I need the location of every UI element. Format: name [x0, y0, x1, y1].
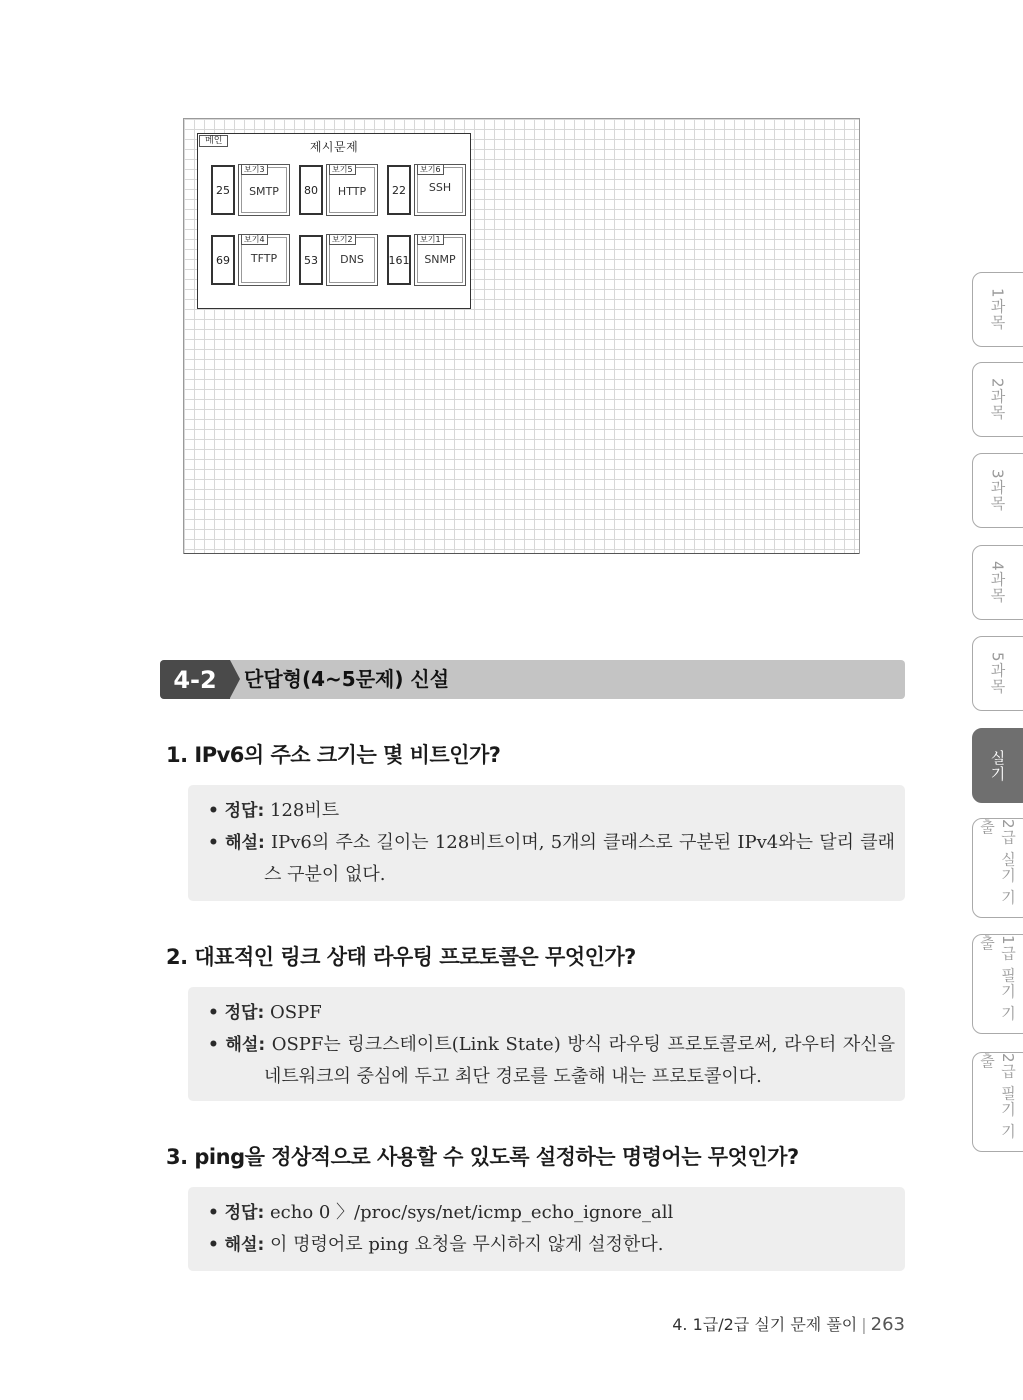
- answer-text: echo 0 〉/proc/sys/net/icmp_echo_ignore_all: [270, 1202, 674, 1223]
- explain-row: [208, 827, 895, 890]
- side-tab-label: 2급 필기 기출: [978, 1053, 1017, 1140]
- side-tab-label: 실기: [988, 749, 1007, 782]
- port-number-cell: 161: [387, 235, 411, 285]
- section-arrow-icon: [230, 660, 240, 698]
- protocol-box: [414, 234, 466, 286]
- question-title: 1. IPv6의 주소 크기는 몇 비트인가?: [166, 743, 501, 767]
- protocol-box: [326, 234, 378, 286]
- choice-tag: 보기5: [329, 164, 356, 175]
- explain-text: IPv6의 주소 길이는 128비트이며, 5개의 클래스로 구분된 IPv4와는 달리 클래스 구분이 없다.: [264, 832, 895, 885]
- bullet: •: [208, 1203, 219, 1223]
- side-tab-grade2-written[interactable]: [972, 1052, 1023, 1152]
- answer-row: [208, 1197, 895, 1229]
- main-panel: [197, 133, 471, 309]
- answer-row: [208, 997, 895, 1029]
- answer-box: [188, 785, 905, 901]
- figure-bottom-line: [184, 553, 859, 554]
- choice-tag: 보기4: [241, 234, 268, 245]
- side-tab-subject-5[interactable]: [972, 636, 1023, 711]
- footer-separator: |: [861, 1315, 867, 1334]
- footer-chapter: 4. 1급/2급 실기 문제 풀이: [672, 1315, 858, 1334]
- choice-tag: 보기1: [417, 234, 444, 245]
- section-number: 4-2: [160, 660, 230, 699]
- bullet: •: [208, 1235, 219, 1255]
- side-tab-label: 3과목: [988, 469, 1007, 512]
- bullet: •: [208, 801, 219, 821]
- question-title: 2. 대표적인 링크 상태 라우팅 프로토콜은 무엇인가?: [166, 945, 636, 969]
- side-tab-label: 2급 실기 기출: [978, 819, 1017, 906]
- side-tab-subject-1[interactable]: [972, 272, 1023, 347]
- side-tab-subject-4[interactable]: [972, 545, 1023, 620]
- side-tab-label: 5과목: [988, 652, 1007, 695]
- main-tab[interactable]: 메인: [199, 135, 228, 147]
- answer-label: 정답:: [224, 801, 265, 821]
- protocol-label: HTTP: [337, 185, 367, 198]
- protocol-box: [238, 164, 290, 216]
- side-tab-subject-2[interactable]: [972, 362, 1023, 437]
- side-tab-label: 1급 필기 기출: [978, 935, 1017, 1022]
- page-number: 263: [870, 1314, 905, 1335]
- side-tab-grade2-practical[interactable]: [972, 818, 1023, 918]
- explain-text: OSPF는 링크스테이트(Link State) 방식 라우팅 프로토콜로써, 라우터 자신을 네트워크의 중심에 두고 최단 경로를 도출해 내는 프로토콜이다.: [264, 1034, 895, 1087]
- answer-box: [188, 987, 905, 1101]
- explain-row: [208, 1029, 895, 1092]
- main-panel-title: 제시문제: [309, 140, 359, 154]
- protocol-label: SSH: [428, 181, 452, 194]
- protocol-box: [414, 164, 466, 216]
- page-footer: [672, 1312, 905, 1335]
- choice-tag: 보기3: [241, 164, 268, 175]
- protocol-box: [326, 164, 378, 216]
- answer-text: OSPF: [270, 1002, 322, 1023]
- section-title: 단답형(4~5문제) 신설: [244, 667, 450, 691]
- side-tab-label: 1과목: [988, 288, 1007, 331]
- bullet: •: [208, 1035, 219, 1055]
- protocol-label: TFTP: [250, 252, 278, 265]
- bullet: •: [208, 1003, 219, 1023]
- protocol-label: DNS: [340, 253, 364, 266]
- question-title: 3. ping을 정상적으로 사용할 수 있도록 설정하는 명령어는 무엇인가?: [166, 1145, 799, 1169]
- port-number-cell: 22: [387, 165, 411, 215]
- port-number-cell: 53: [299, 235, 323, 285]
- port-number-cell: 80: [299, 165, 323, 215]
- answer-box: [188, 1187, 905, 1271]
- choice-tag: 보기6: [417, 164, 444, 175]
- answer-label: 정답:: [224, 1203, 265, 1223]
- choice-tag: 보기2: [329, 234, 356, 245]
- answer-text: 128비트: [270, 800, 340, 821]
- side-tab-subject-3[interactable]: [972, 453, 1023, 528]
- bullet: •: [208, 833, 219, 853]
- protocol-label: SMTP: [249, 185, 279, 198]
- protocol-label: SNMP: [424, 253, 456, 266]
- section-header: [160, 660, 905, 699]
- answer-label: 정답:: [224, 1003, 265, 1023]
- port-number-cell: 25: [211, 165, 235, 215]
- side-tab-label: 2과목: [988, 378, 1007, 421]
- answer-row: [208, 795, 895, 827]
- protocol-box: [238, 234, 290, 286]
- side-tab-label: 4과목: [988, 561, 1007, 604]
- side-tab-practical[interactable]: [972, 728, 1023, 803]
- explain-text: 이 명령어로 ping 요청을 무시하지 않게 설정한다.: [270, 1234, 664, 1255]
- explain-label: 해설:: [225, 1035, 266, 1055]
- explain-label: 해설:: [224, 1235, 265, 1255]
- port-number-cell: 69: [211, 235, 235, 285]
- explain-row: [208, 1229, 895, 1261]
- explain-label: 해설:: [225, 833, 265, 853]
- side-tab-grade1-written[interactable]: [972, 934, 1023, 1034]
